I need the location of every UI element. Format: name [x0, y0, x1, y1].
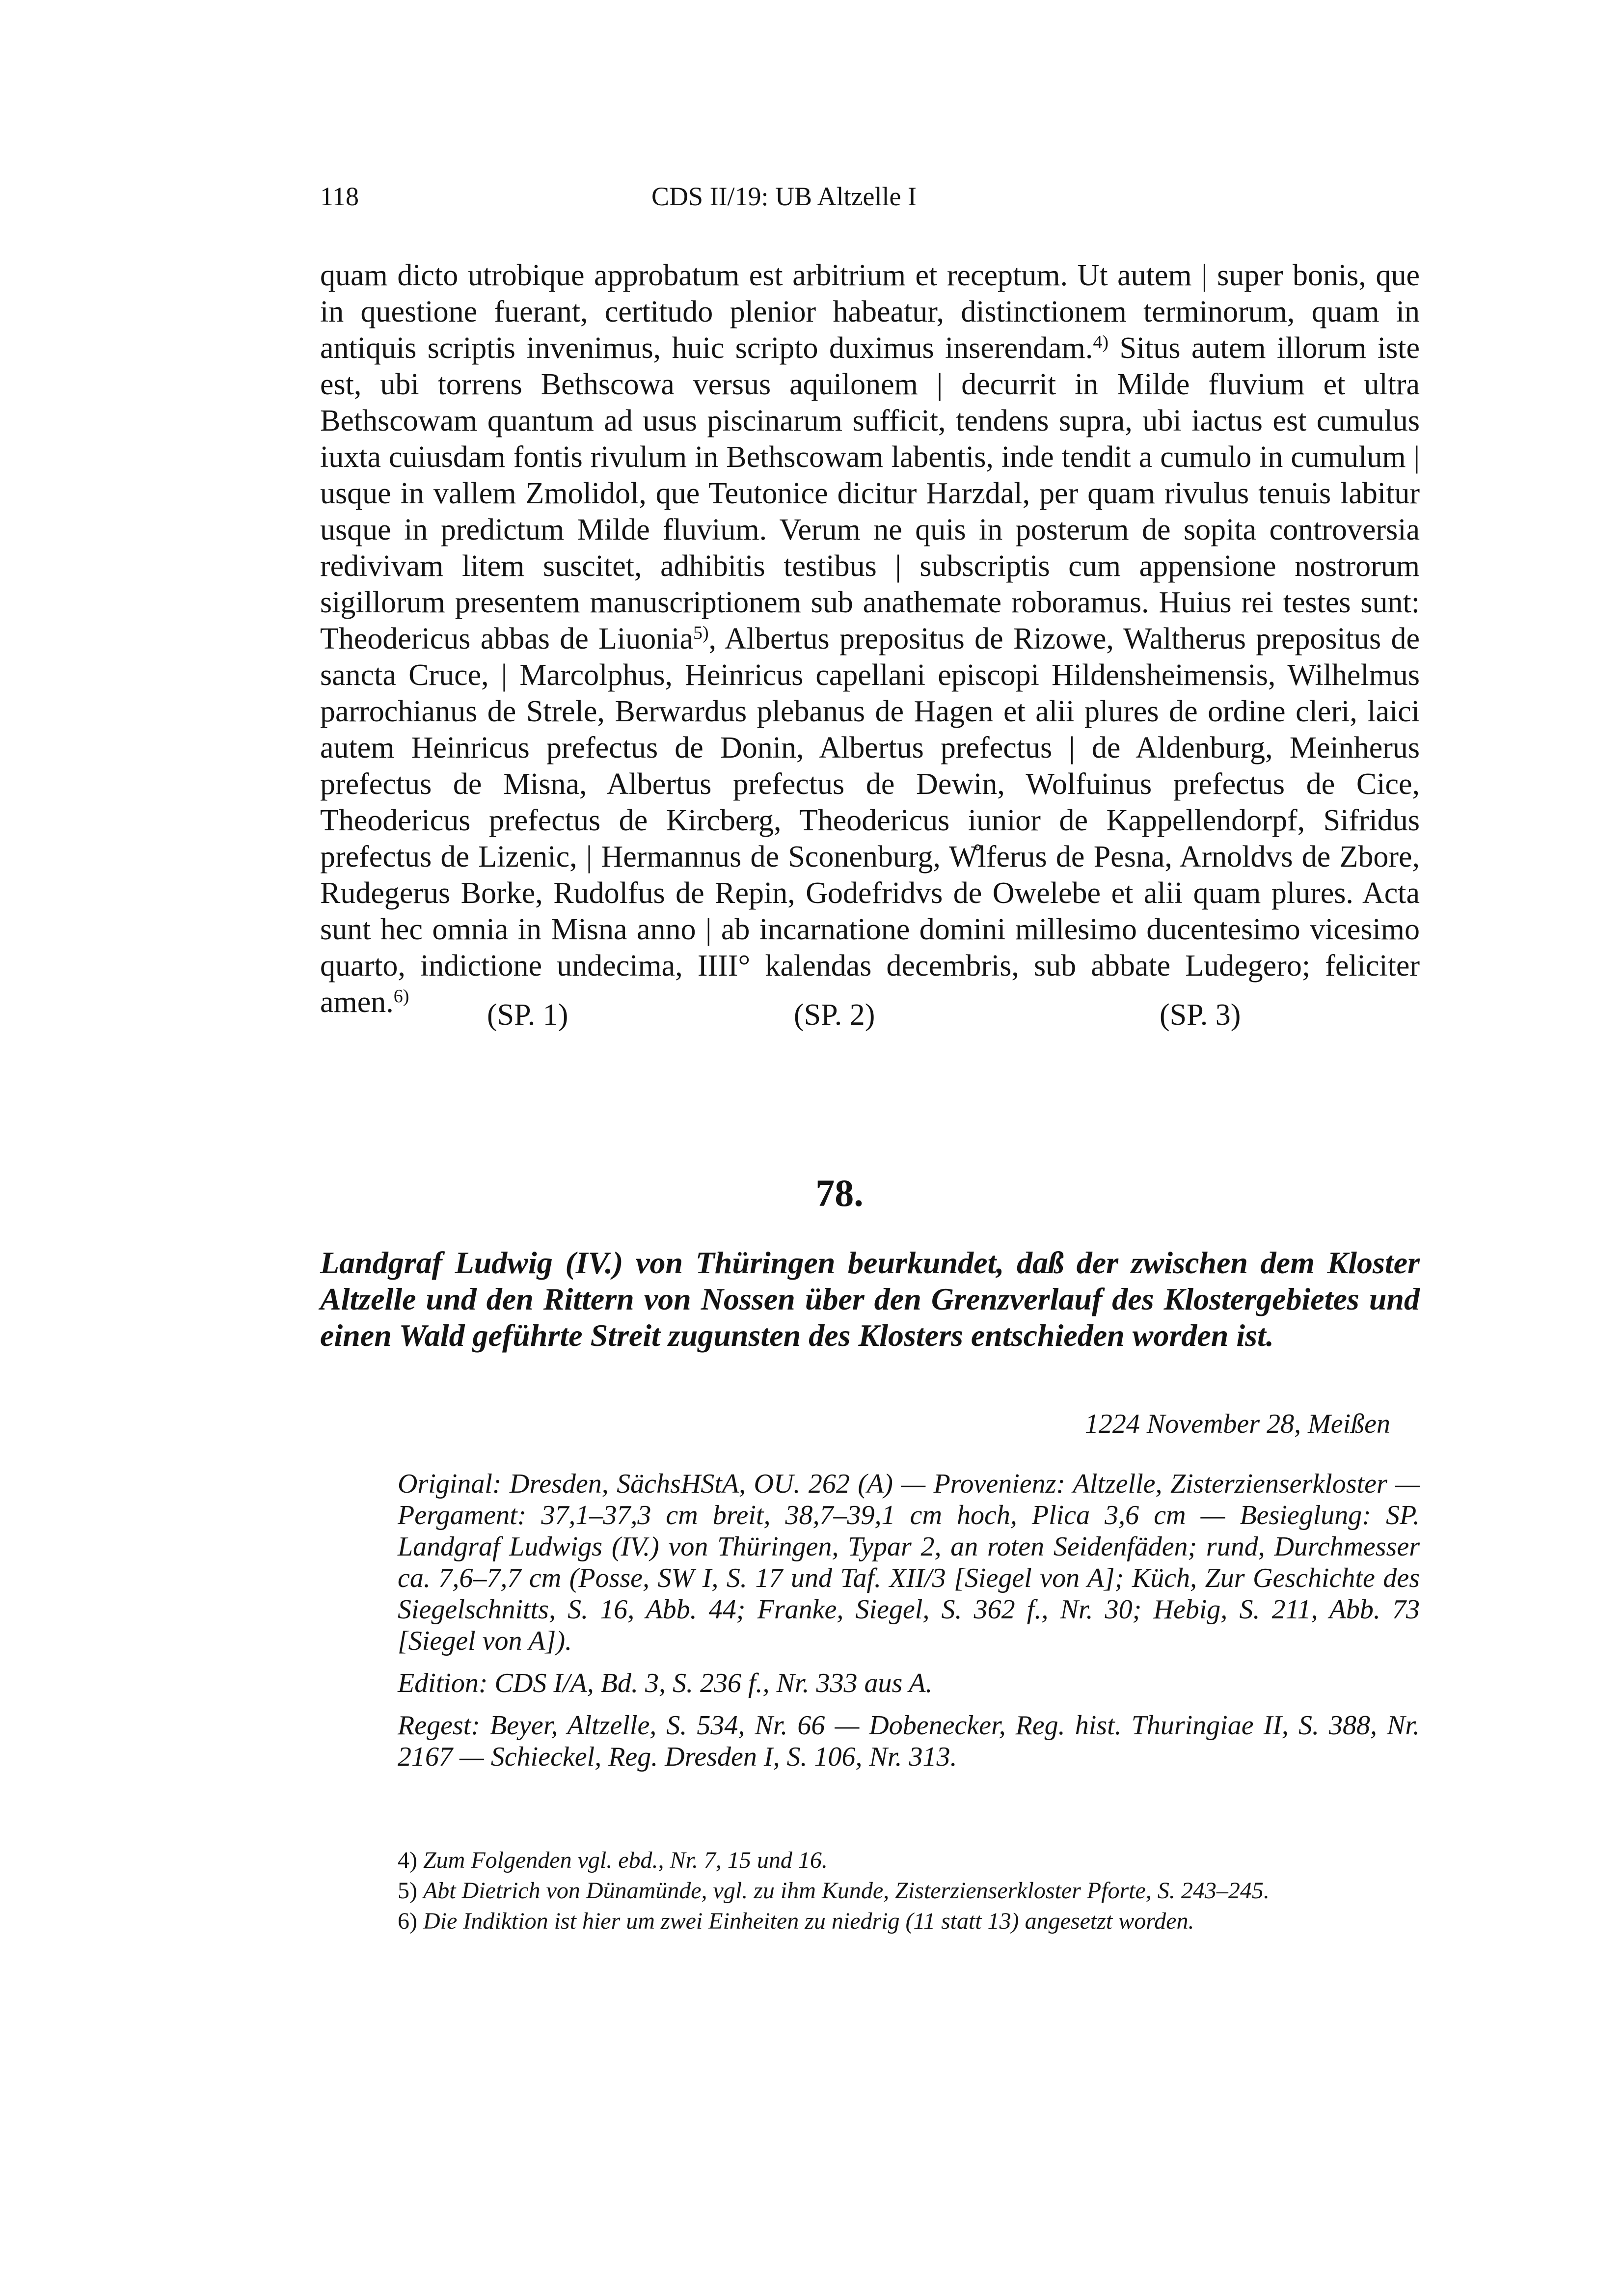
document-regest: Landgraf Ludwig (IV.) von Thüringen beurkundet, daß der zwischen dem Kloster Altzelle und den Rittern von Nossen über den Grenzverlauf des Klostergebietes und einen Wald geführte Streit zugunsten des Klosters entschieden worden ist.: [320, 1245, 1420, 1353]
running-title: CDS II/19: UB Altzelle I: [651, 182, 917, 211]
footnote-text: Die Indiktion ist hier um zwei Einheiten zu niedrig (11 statt 13) angesetzt worden.: [423, 1908, 1194, 1934]
footnote-4: [398, 1845, 1420, 1876]
critical-apparatus: [398, 1468, 1420, 1783]
footnotes: [398, 1845, 1420, 1937]
apparatus-regest: Regest: Beyer, Altzelle, S. 534, Nr. 66 — Dobenecker, Reg. hist. Thuringiae II, S. 388, Nr. 2167 — Schieckel, Reg. Dresden I, S. 106, Nr. 313.: [398, 1710, 1420, 1772]
document-date: 1224 November 28, Meißen: [1084, 1409, 1390, 1439]
footnote-marker: 6): [398, 1908, 417, 1934]
running-head: [320, 174, 1248, 219]
main-text-part-3: , Albertus prepositus de Rizowe, Waltherus prepositus de sancta Cruce, | Marcolphus, Heinricus capellani episcopi Hildensheimensis, Wilhelmus parrochianus de Strele, Berwardus plebanus de Hagen et alii plures de ordine cleri, laici autem Heinricus prefectus de Donin, Albertus prefectus | de Aldenburg, Meinherus prefectus de Misna, Albertus prefectus de Dewin, Wolfuinus prefectus de Cice, Theodericus prefectus de Kircberg, Theodericus iunior de Kappellendorpf, Sifridus prefectus de Lizenic, | Hermannus de Sconenburg, W̊lferus de Pesna, Arnoldvs de Zbore, Rudegerus Borke, Rudolfus de Repin, Godefridvs de Owelebe et alii quam plures. Acta sunt hec omnia in Misna anno | ab incarnatione domini millesimo ducentesimo vicesimo quarto, indictione undecima, IIII° kalendas decembris, sub abbate Ludegero; feliciter amen.: [320, 622, 1420, 1019]
footnote-ref-5[interactable]: 5): [693, 623, 709, 643]
page-number: 118: [320, 182, 359, 211]
seal-marker-1: (SP. 1): [487, 998, 568, 1032]
footnote-6: [398, 1906, 1420, 1937]
seal-markers: [320, 995, 1420, 1035]
apparatus-original: Original: Dresden, SächsHStA, OU. 262 (A) — Provenienz: Altzelle, Zisterzienserkloster — Pergament: 37,1–37,3 cm breit, 38,7–39,1 cm hoch, Plica 3,6 cm — Besieglung: SP. Landgraf Ludwigs (IV.) von Thüringen, Typar 2, an roten Seidenfäden; rund, Durchmesser ca. 7,6–7,7 cm (Posse, SW I, S. 17 und Taf. XII/3 [Siegel von A]; Küch, Zur Geschichte des Siegelschnitts, S. 16, Abb. 44; Franke, Siegel, S. 362 f., Nr. 30; Hebig, S. 211, Abb. 73 [Siegel von A]).: [398, 1469, 1420, 1656]
footnote-marker: 4): [398, 1847, 417, 1873]
apparatus-edition: Edition: CDS I/A, Bd. 3, S. 236 f., Nr. 333 aus A.: [398, 1668, 933, 1698]
footnote-ref-6[interactable]: 6): [393, 986, 409, 1007]
footnote-text: Abt Dietrich von Dünamünde, vgl. zu ihm Kunde, Zisterzienserkloster Pforte, S. 243–245.: [423, 1878, 1270, 1904]
footnote-5: [398, 1876, 1420, 1906]
footnote-ref-4[interactable]: 4): [1093, 332, 1108, 353]
main-text: [320, 257, 1420, 1020]
document-number: 78.: [815, 1172, 864, 1214]
main-text-part-1: quam dicto utrobique approbatum est arbitrium et receptum. Ut autem | super bonis, que in questione fuerant, certitudo plenior habeatur, distinctionem terminorum, quam in antiquis scriptis invenimus, huic scripto duximus inserendam.: [320, 259, 1420, 365]
seal-marker-3: (SP. 3): [1160, 998, 1241, 1032]
main-text-part-2: Situs autem illorum iste est, ubi torrens Bethscowa versus aquilonem | decurrit in Milde fluvium et ultra Bethscowam quantum ad usus piscinarum sufficit, tendens supra, ubi iactus est cumulus iuxta cuiusdam fontis rivulum in Bethscowam labentis, inde tendit a cumulo in cumulum | usque in vallem Zmolidol, que Teutonice dicitur Harzdal, per quam rivulus tenuis labitur usque in predictum Milde fluvium. Verum ne quis in posterum de sopita controversia redivivam litem suscitet, adhibitis testibus | subscriptis cum appensione nostrorum sigillorum presentem manuscriptionem sub anathemate roboramus. Huius rei testes sunt: Theodericus abbas de Liuonia: [320, 331, 1420, 656]
footnote-text: Zum Folgenden vgl. ebd., Nr. 7, 15 und 16.: [423, 1847, 828, 1873]
footnote-marker: 5): [398, 1878, 417, 1904]
seal-marker-2: (SP. 2): [794, 998, 875, 1032]
